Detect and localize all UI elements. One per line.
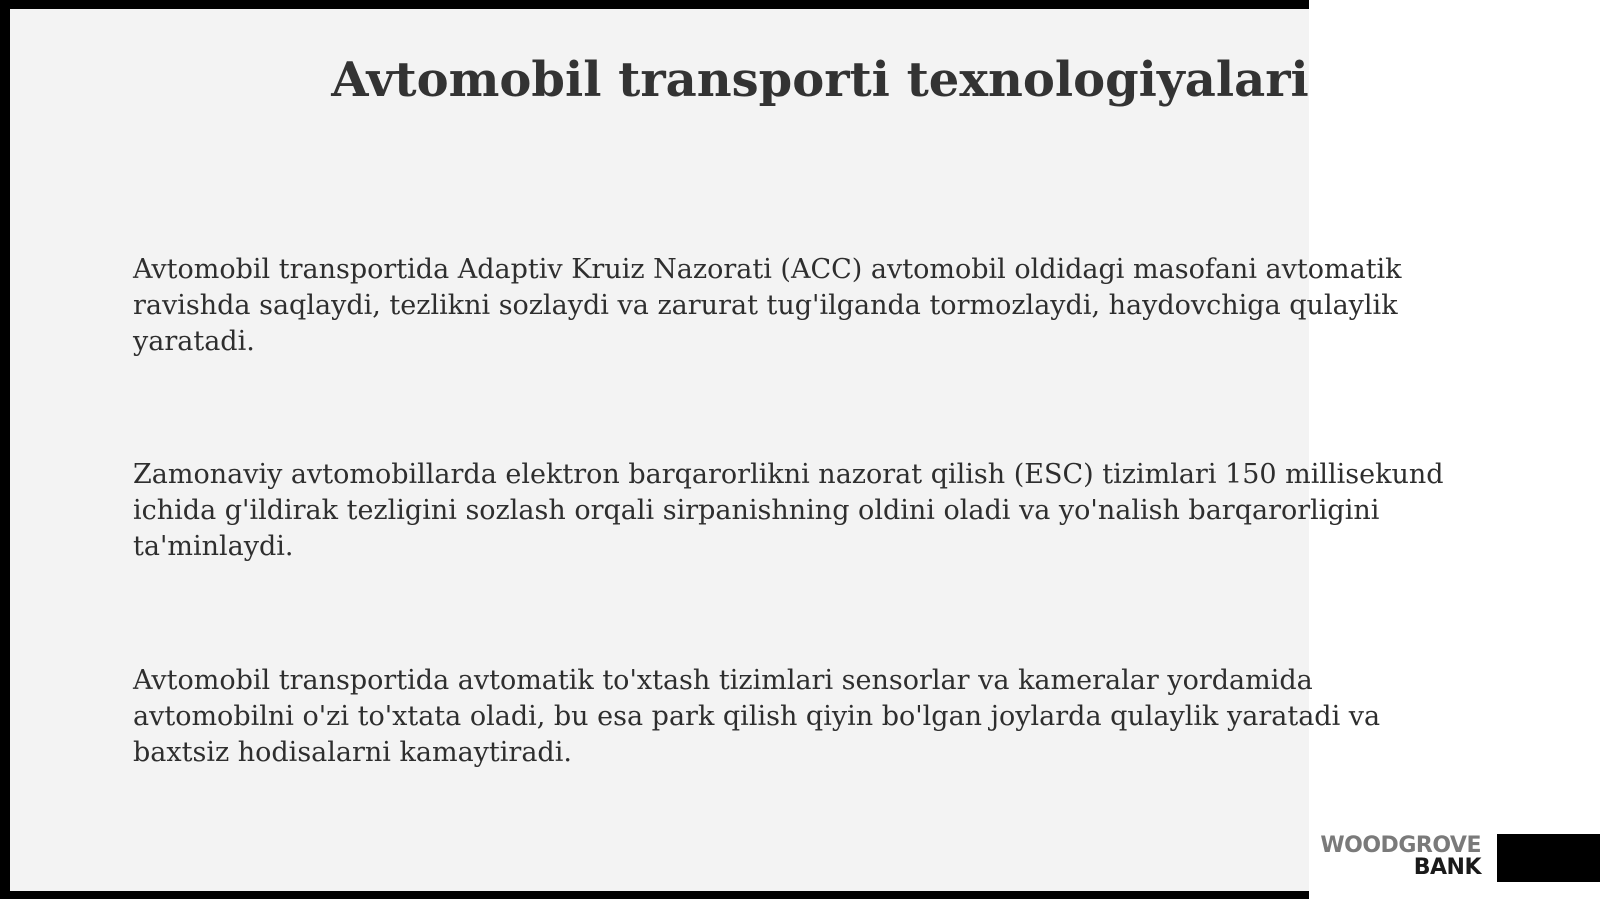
paragraph-acc: Avtomobil transportida Adaptiv Kruiz Nazorati (ACC) avtomobil oldidagi masofani avtomatik ravishda saqlaydi, tezlikni sozlaydi va zarurat tug'ilganda tormozlaydi, haydovchiga qulaylik yaratadi. xyxy=(133,254,1402,357)
frame-top-border xyxy=(0,0,1309,9)
frame-bottom-border xyxy=(0,891,1309,899)
paragraph-auto-stop: Avtomobil transportida avtomatik to'xtash tizimlari sensorlar va kameralar yordamida avtomobilni o'zi to'xtata oladi, bu esa park qilish qiyin bo'lgan joylarda qulaylik yaratadi va baxtsiz hodisalarni kamaytiradi. xyxy=(133,665,1381,768)
paragraph-esc: Zamonaviy avtomobillarda elektron barqarorlikni nazorat qilish (ESC) tizimlari 150 millisekund ichida g'ildirak tezligini sozlash orqali sirpanishning oldini oladi va yo'nalish barqarorligini ta'minlaydi. xyxy=(133,459,1444,562)
woodgrove-bank-logo xyxy=(1316,835,1481,879)
corner-black-block xyxy=(1497,834,1600,882)
slide-title: Avtomobil transporti texnologiyalari xyxy=(331,52,1309,108)
logo-line-woodgrove: WOODGROVE xyxy=(1320,833,1481,858)
logo-line-bank: BANK xyxy=(1413,855,1481,880)
frame-left-border xyxy=(0,0,10,899)
